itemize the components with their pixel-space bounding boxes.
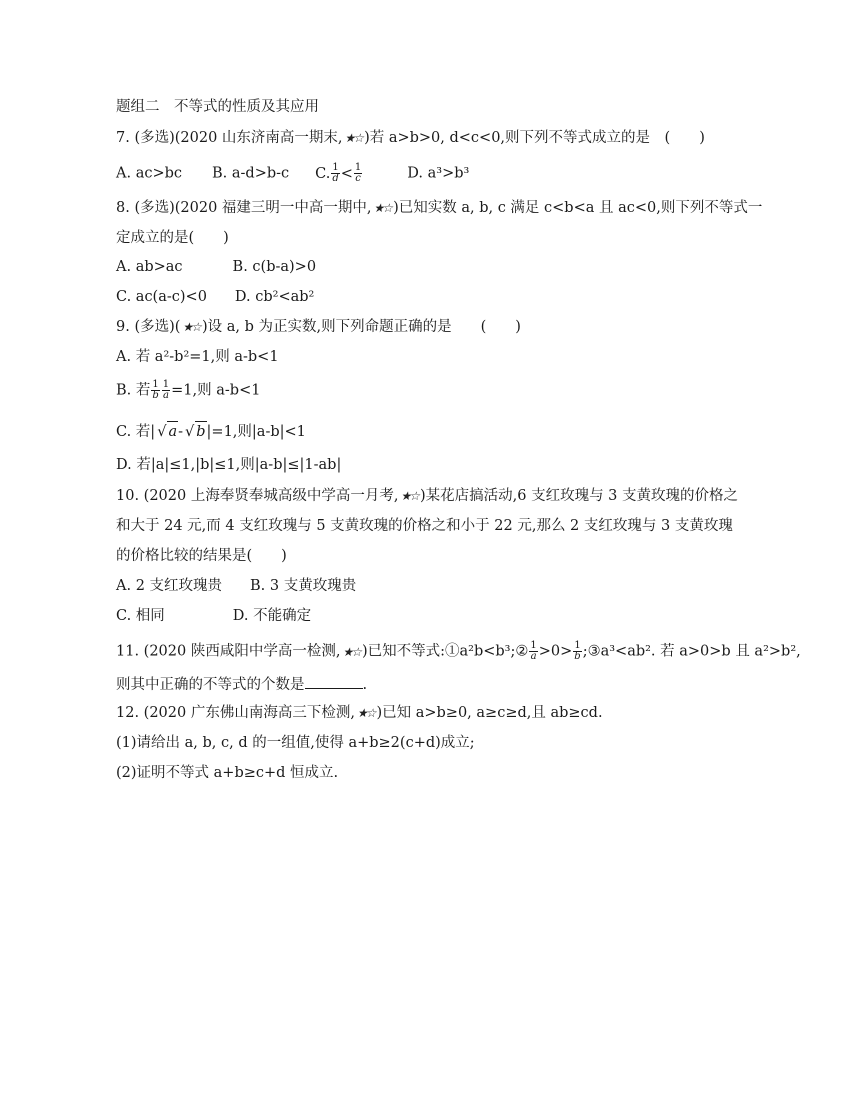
- q8-stem: 8. (多选)(2020 福建三明一中高一期中, ★☆ )已知实数 a, b, c 满足 c<b<a 且 ac<0,则下列不等式一: [116, 200, 763, 216]
- difficulty-star-icon: ★☆: [342, 644, 360, 659]
- answer-blank-field[interactable]: [305, 674, 363, 689]
- difficulty-star-icon: ★☆: [373, 201, 392, 215]
- sqrt-icon: √: [157, 424, 167, 440]
- fraction: $\frac{1}{d}$: [332, 162, 339, 184]
- q9-option-a[interactable]: A. 若 a²-b²=1,则 a-b<1: [116, 349, 279, 365]
- q9-stem: 9. (多选)( ★☆ )设 a, b 为正实数,则下列命题正确的是 ( ): [116, 319, 521, 335]
- q11-stem-line2: 则其中正确的不等式的个数是 .: [116, 674, 367, 695]
- q8-option-d[interactable]: D. cb²<ab²: [234, 289, 315, 305]
- sqrt-icon: √: [185, 424, 195, 440]
- difficulty-star-icon: ★☆: [344, 131, 363, 145]
- difficulty-star-icon: ★☆: [356, 706, 375, 720]
- fraction: $\frac{1}{b}$: [152, 379, 159, 401]
- q7-option-c[interactable]: C. $\frac{1}{d}$ < $\frac{1}{c}$: [315, 162, 362, 184]
- q8-option-c[interactable]: C. ac(a-c)<0: [116, 289, 207, 305]
- q12-part2: (2)证明不等式 a+b≥c+d 恒成立.: [116, 765, 339, 781]
- q9-option-d[interactable]: D. 若|a|≤1,|b|≤1,则|a-b|≤|1-ab|: [116, 457, 342, 473]
- q8-stem-line2: 定成立的是( ): [116, 230, 229, 246]
- q12-stem: 12. (2020 广东佛山南海高三下检测, ★☆ )已知 a>b≥0, a≥c≥d,且 ab≥cd.: [116, 705, 603, 721]
- q7-option-d[interactable]: D. a³>b³: [407, 165, 470, 182]
- q7-stem: 7. (多选)(2020 山东济南高一期末, ★☆ )若 a>b>0, d<c<0,则下列不等式成立的是 ( ): [116, 130, 705, 146]
- q10-option-a[interactable]: A. 2 支红玫瑰贵: [116, 578, 223, 594]
- section-heading: 题组二 不等式的性质及其应用: [116, 99, 319, 115]
- q10-option-b[interactable]: B. 3 支黄玫瑰贵: [250, 578, 357, 594]
- q8-option-b[interactable]: B. c(b-a)>0: [232, 259, 317, 275]
- q10-option-c[interactable]: C. 相同: [116, 608, 165, 624]
- fraction: $\frac{1}{b}$: [574, 640, 581, 662]
- q9-option-c[interactable]: C. 若| √ a- √ b|=1,则|a-b|<1: [116, 421, 306, 442]
- q10-stem-line3: 的价格比较的结果是( ): [116, 548, 287, 564]
- q8-option-a[interactable]: A. ab>ac: [116, 259, 183, 275]
- fraction: $\frac{1}{a}$: [530, 640, 537, 662]
- difficulty-star-icon: ★☆: [182, 320, 200, 334]
- fraction: $\frac{1}{c}$: [354, 162, 362, 184]
- difficulty-star-icon: ★☆: [400, 489, 418, 503]
- q10-options-row2: [116, 606, 311, 626]
- q8-options-row2: [116, 287, 314, 307]
- q11-stem: 11. (2020 陕西咸阳中学高一检测, ★☆ )已知不等式:①a²b<b³;② $\frac{1}{a}$ >0> $\frac{1}{b}$ ;③a³<ab². 若 a>0>b 且 a²>b²,: [116, 640, 801, 662]
- q7-option-b[interactable]: B. a-d>b-c: [212, 165, 290, 182]
- q10-stem-line2: 和大于 24 元,而 4 支红玫瑰与 5 支黄玫瑰的价格之和小于 22 元,那么 2 支红玫瑰与 3 支黄玫瑰: [116, 518, 733, 534]
- q7-options: [116, 163, 469, 184]
- q12-part1: (1)请给出 a, b, c, d 的一组值,使得 a+b≥2(c+d)成立;: [116, 735, 475, 751]
- q9-option-b[interactable]: B. 若 $\frac{1}{b}$ $\frac{1}{a}$ =1,则 a-b<1: [116, 379, 261, 401]
- q7-option-a[interactable]: A. ac>bc: [116, 165, 183, 182]
- q8-options-row1: [116, 257, 316, 277]
- fraction: $\frac{1}{a}$: [162, 379, 170, 401]
- q10-stem: 10. (2020 上海奉贤奉城高级中学高一月考, ★☆ )某花店搞活动,6 支红玫瑰与 3 支黄玫瑰的价格之: [116, 488, 739, 504]
- q10-option-d[interactable]: D. 不能确定: [232, 608, 312, 624]
- q10-options-row1: [116, 576, 356, 596]
